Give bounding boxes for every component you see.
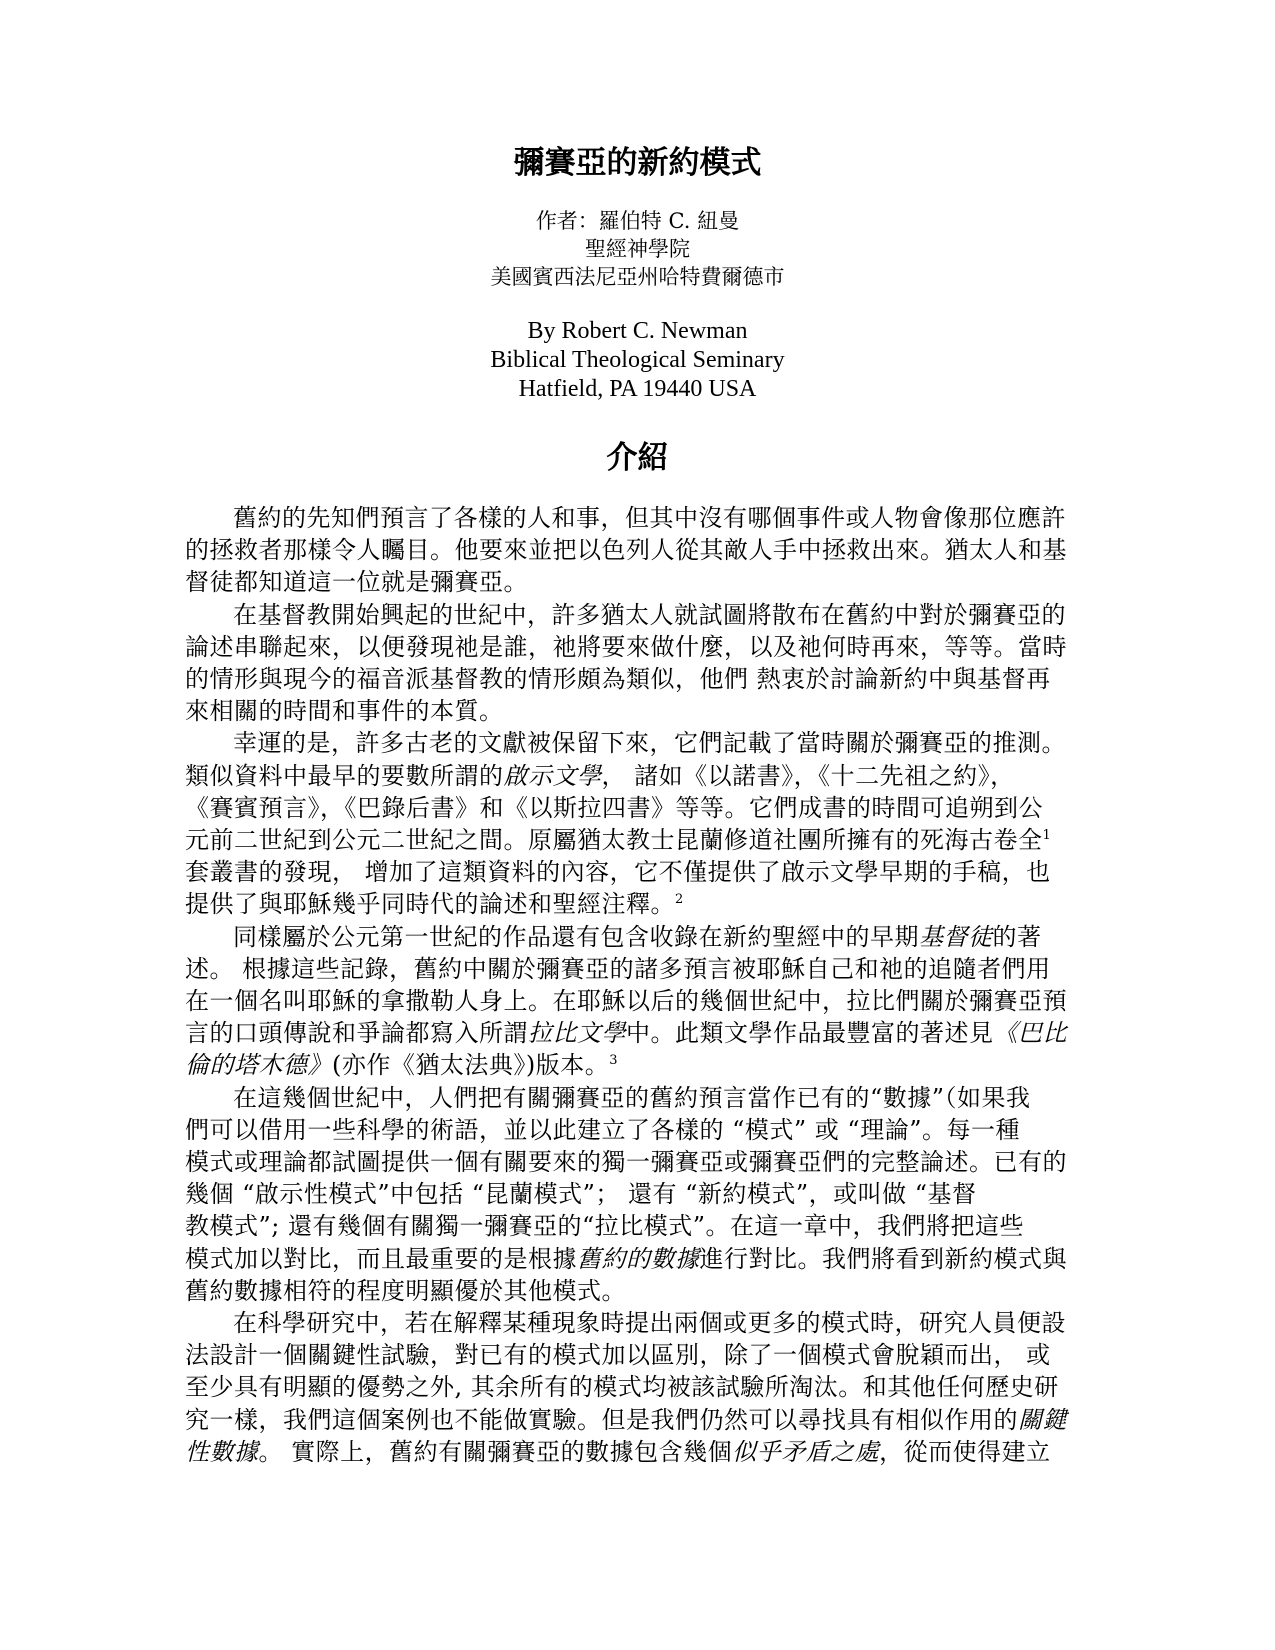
text-segment: 的情形與現今的福音派基督教的情形頗為類似，他們 熱衷於討論新約中與基督再: [185, 665, 1051, 694]
text-segment: 的著: [992, 922, 1042, 951]
emphasized-text: 舊約的數據: [577, 1244, 700, 1273]
text-segment: 套叢書的發現， 增加了這類資料的內容，它不僅提供了啟示文學早期的手稿，也: [185, 858, 1051, 887]
text-line: [185, 663, 1093, 695]
text-segment: 模式或理論都試圖提供一個有關要來的獨一彌賽亞或彌賽亞們的完整論述。已有的: [185, 1148, 1067, 1177]
text-segment: 舊約數據相符的程度明顯優於其他模式。: [185, 1276, 626, 1305]
text-segment: 進行對比。我們將看到新約模式與: [699, 1244, 1067, 1273]
text-line: [185, 1049, 1093, 1081]
emphasized-text: 基督徒: [919, 922, 993, 951]
text-line: [185, 760, 1093, 792]
text-segment: 在基督教開始興起的世紀中，許多猶太人就試圖將散布在舊約中對於彌賽亞的: [233, 600, 1066, 629]
text-segment: 教模式”; 還有幾個有關獨一彌賽亞的“拉比模式”。在這一章中，我們將把這些: [185, 1212, 1025, 1241]
footnote-ref[interactable]: 2: [675, 892, 684, 908]
text-segment: 模式加以對比，而且最重要的是根據: [185, 1244, 577, 1273]
emphasized-text: 關鍵: [1018, 1405, 1067, 1434]
text-line: [185, 1146, 1093, 1178]
text-line: [185, 1339, 1093, 1371]
emphasized-text: 《巴比: [993, 1019, 1067, 1048]
text-line: [185, 953, 1093, 985]
emphasized-text: 啟示文學: [503, 761, 602, 790]
text-line: [185, 856, 1093, 888]
text-segment: 同樣屬於公元第一世紀的作品還有包含收錄在新約聖經中的早期: [233, 922, 919, 951]
text-segment: 來相關的時間和事件的本質。: [185, 697, 504, 726]
text-line: [185, 566, 1093, 598]
footnote-ref[interactable]: 3: [609, 1053, 619, 1069]
text-segment: 言的口頭傳說和爭論都寫入所謂: [185, 1019, 528, 1048]
text-line: [185, 1436, 1093, 1468]
text-line: [185, 631, 1093, 663]
section-heading: 介紹: [606, 440, 669, 476]
author-name-en: By Robert C. Newman: [527, 318, 748, 344]
emphasized-text: 性數據: [185, 1437, 259, 1466]
text-segment: ，從而使得建立: [879, 1437, 1051, 1466]
text-line: [185, 1404, 1093, 1436]
footnote-ref[interactable]: 1: [1042, 828, 1052, 844]
text-line: [185, 1275, 1093, 1307]
institution-cn: 聖經神學院: [585, 237, 690, 261]
text-line: [185, 695, 1093, 727]
text-line: [185, 888, 1093, 920]
text-line: [185, 1243, 1093, 1275]
text-segment: 中。此類文學作品最豐富的著述見: [626, 1019, 994, 1048]
text-line: [185, 1210, 1093, 1242]
text-segment: 論述串聯起來，以便發現祂是誰，祂將要來做什麼，以及祂何時再來，等等。當時: [185, 632, 1067, 661]
text-segment: 督徒都知道這一位就是彌賽亞。: [185, 568, 528, 597]
text-line: [185, 792, 1093, 824]
text-line: [185, 1307, 1093, 1339]
text-line: [185, 502, 1093, 534]
location-cn: 美國賓西法尼亞州哈特費爾德市: [490, 265, 785, 289]
text-segment: 的拯救者那樣令人矚目。他要來並把以色列人從其敵人手中拯救出來。猶太人和基: [185, 536, 1067, 565]
text-segment: 在科學研究中，若在解釋某種現象時提出兩個或更多的模式時，研究人員便設: [233, 1309, 1066, 1338]
emphasized-text: 拉比文學: [528, 1019, 626, 1048]
text-segment: 幾個 “啟示性模式”中包括 “昆蘭模式”； 還有 “新約模式”，或叫做 “基督: [185, 1180, 977, 1209]
text-segment: 《賽賓預言》，《巴錄后書》和《以斯拉四書》等等。它們成書的時間可追朔到公: [185, 793, 1043, 822]
text-segment: 。 實際上，舊約有關彌賽亞的數據包含幾個: [258, 1437, 733, 1466]
text-line: [185, 824, 1093, 856]
text-line: [185, 599, 1093, 631]
text-line: [185, 1114, 1093, 1146]
text-line: [185, 921, 1093, 953]
text-segment: (亦作《猶太法典》)版本。: [332, 1051, 610, 1080]
text-line: [185, 1371, 1093, 1403]
text-segment: 究一樣，我們這個案例也不能做實驗。但是我們仍然可以尋找具有相似作用的: [185, 1405, 1018, 1434]
text-segment: 舊約的先知們預言了各樣的人和事，但其中沒有哪個事件或人物會像那位應許: [233, 504, 1066, 532]
text-line: [185, 1082, 1093, 1114]
text-segment: 提供了與耶穌幾乎同時代的論述和聖經注釋。: [185, 890, 675, 919]
text-segment: 在一個名叫耶穌的拿撒勒人身上。在耶穌以后的幾個世紀中，拉比們關於彌賽亞預: [185, 987, 1067, 1016]
text-segment: 幸運的是，許多古老的文獻被保留下來，它們記載了當時關於彌賽亞的推測。: [233, 729, 1066, 758]
text-line: [185, 534, 1093, 566]
body-text: [185, 502, 1093, 1468]
text-line: [185, 727, 1093, 759]
location-en: Hatfield, PA 19440 USA: [518, 376, 757, 402]
text-segment: 法設計一個關鍵性試驗，對已有的模式加以區別，除了一個模式會脫穎而出， 或: [185, 1341, 1051, 1370]
text-line: [185, 1178, 1093, 1210]
emphasized-text: 似乎矛盾之處: [732, 1437, 880, 1466]
text-segment: 述。 根據這些記錄，舊約中關於彌賽亞的諸多預言被耶穌自己和祂的追隨者們用: [185, 954, 1051, 983]
text-segment: 。原屬猶太教士昆蘭修道社團所擁有的死海古卷全: [503, 826, 1043, 855]
text-line: [185, 985, 1093, 1017]
institution-en: Biblical Theological Seminary: [490, 347, 785, 373]
text-segment: 至少具有明顯的優勢之外, 其余所有的模式均被該試驗所淘汰。和其他任何歷史研: [185, 1373, 1059, 1402]
text-line: [185, 1017, 1093, 1049]
text-segment: 在這幾個世紀中，人們把有關彌賽亞的舊約預言當作已有的“數據”（如果我: [233, 1083, 1031, 1112]
text-segment: 元前二世紀到公元二世紀之間: [185, 826, 504, 855]
emphasized-text: 倫的塔木德》: [185, 1051, 332, 1080]
text-segment: 們可以借用一些科學的術語，並以此建立了各樣的 “模式” 或 “理論”。每一種: [185, 1115, 1020, 1144]
document-title: 彌賽亞的新約模式: [513, 145, 762, 181]
text-segment: ， 諸如《以諾書》，《十二先祖之約》，: [601, 761, 1015, 790]
text-segment: 類似資料中最早的要數所謂的: [185, 761, 504, 790]
author-name-cn: 作者：羅伯特 C. 紐曼: [535, 209, 740, 233]
